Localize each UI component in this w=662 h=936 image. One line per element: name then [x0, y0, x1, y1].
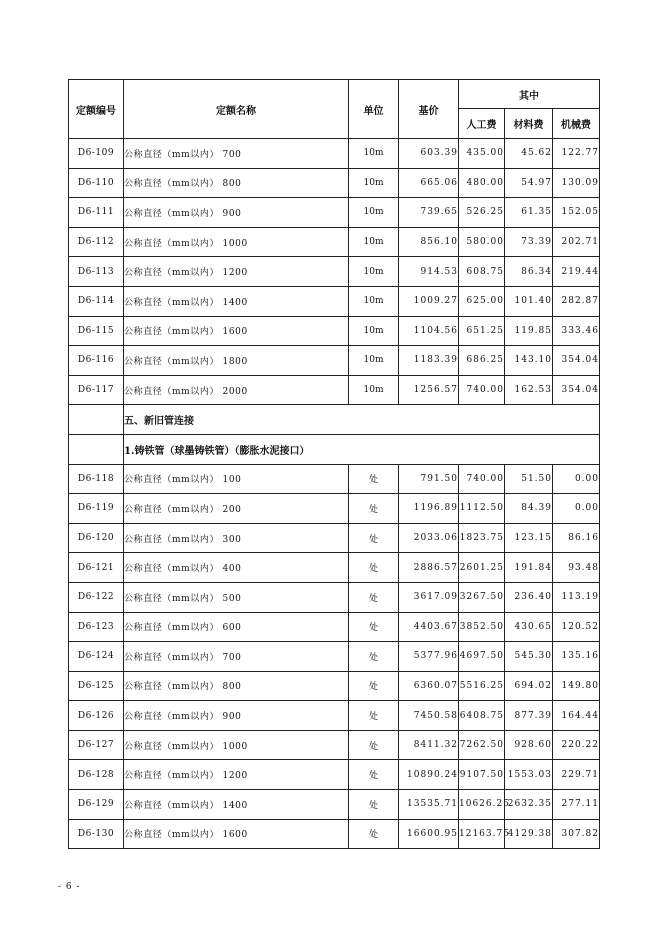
cell-unit: 10m [349, 286, 399, 316]
cell-name: 公称直径（mm以内） 1000 [124, 730, 349, 760]
cell-name: 公称直径（mm以内） 1200 [124, 760, 349, 790]
table-row [69, 671, 600, 701]
cell-labor: 580.00 [459, 227, 505, 257]
header-name: 定额名称 [124, 80, 349, 139]
cell-base: 8411.32 [399, 730, 459, 760]
section-empty-cell [69, 405, 124, 435]
cell-material: 162.53 [505, 375, 553, 405]
cell-unit: 10m [349, 139, 399, 169]
cell-name: 公称直径（mm以内） 1200 [124, 257, 349, 287]
cell-material: 84.39 [505, 494, 553, 524]
cell-labor: 1112.50 [459, 494, 505, 524]
cell-material: 61.35 [505, 198, 553, 228]
header-labor: 人工费 [459, 109, 505, 139]
cell-base: 791.50 [399, 464, 459, 494]
table-row [69, 790, 600, 820]
cell-name: 公称直径（mm以内） 2000 [124, 375, 349, 405]
table-row [69, 139, 600, 169]
cell-base: 13535.71 [399, 790, 459, 820]
cell-material: 430.65 [505, 612, 553, 642]
cell-name: 公称直径（mm以内） 900 [124, 701, 349, 731]
cell-name: 公称直径（mm以内） 800 [124, 168, 349, 198]
cell-unit: 处 [349, 494, 399, 524]
table-row [69, 730, 600, 760]
cell-labor: 651.25 [459, 316, 505, 346]
cell-machine: 135.16 [553, 642, 600, 672]
cell-unit: 处 [349, 582, 399, 612]
table-row [69, 819, 600, 849]
cell-machine: 220.22 [553, 730, 600, 760]
cell-code: D6-124 [69, 642, 124, 672]
header-unit: 单位 [349, 80, 399, 139]
table-row [69, 553, 600, 583]
cell-machine: 354.04 [553, 346, 600, 376]
cell-base: 5377.96 [399, 642, 459, 672]
cell-code: D6-122 [69, 582, 124, 612]
cell-machine: 93.48 [553, 553, 600, 583]
cell-labor: 3852.50 [459, 612, 505, 642]
cell-material: 119.85 [505, 316, 553, 346]
cell-base: 2886.57 [399, 553, 459, 583]
cell-labor: 608.75 [459, 257, 505, 287]
cell-material: 101.40 [505, 286, 553, 316]
cell-labor: 4697.50 [459, 642, 505, 672]
cell-name: 公称直径（mm以内） 100 [124, 464, 349, 494]
header-base-price: 基价 [399, 80, 459, 139]
cell-material: 123.15 [505, 523, 553, 553]
table-row [69, 198, 600, 228]
cell-unit: 处 [349, 671, 399, 701]
cell-unit: 处 [349, 523, 399, 553]
cell-name: 公称直径（mm以内） 900 [124, 198, 349, 228]
cell-base: 1196.89 [399, 494, 459, 524]
cell-labor: 6408.75 [459, 701, 505, 731]
cell-base: 914.53 [399, 257, 459, 287]
cell-unit: 10m [349, 198, 399, 228]
cell-labor: 1823.75 [459, 523, 505, 553]
cell-base: 603.39 [399, 139, 459, 169]
cell-name: 公称直径（mm以内） 1600 [124, 819, 349, 849]
cell-unit: 10m [349, 168, 399, 198]
cell-material: 143.10 [505, 346, 553, 376]
cell-unit: 处 [349, 612, 399, 642]
cell-base: 1256.57 [399, 375, 459, 405]
cell-base: 1009.27 [399, 286, 459, 316]
cell-name: 公称直径（mm以内） 500 [124, 582, 349, 612]
cell-material: 4129.38 [505, 819, 553, 849]
table-row [69, 316, 600, 346]
cell-machine: 0.00 [553, 494, 600, 524]
cell-unit: 处 [349, 819, 399, 849]
cell-unit: 处 [349, 642, 399, 672]
subsection-empty-cell [69, 434, 124, 464]
cell-labor: 435.00 [459, 139, 505, 169]
cell-material: 86.34 [505, 257, 553, 287]
cell-code: D6-111 [69, 198, 124, 228]
cell-base: 665.06 [399, 168, 459, 198]
cell-labor: 625.00 [459, 286, 505, 316]
section-row [69, 405, 600, 435]
cell-base: 1183.39 [399, 346, 459, 376]
section-title: 五、新旧管连接 [124, 405, 600, 435]
cell-code: D6-118 [69, 464, 124, 494]
cell-machine: 277.11 [553, 790, 600, 820]
table-row [69, 286, 600, 316]
cell-machine: 219.44 [553, 257, 600, 287]
cell-name: 公称直径（mm以内） 200 [124, 494, 349, 524]
cell-name: 公称直径（mm以内） 700 [124, 139, 349, 169]
cell-base: 856.10 [399, 227, 459, 257]
cell-base: 7450.58 [399, 701, 459, 731]
cell-unit: 10m [349, 316, 399, 346]
cell-name: 公称直径（mm以内） 400 [124, 553, 349, 583]
cell-material: 73.39 [505, 227, 553, 257]
cell-code: D6-110 [69, 168, 124, 198]
table-row [69, 642, 600, 672]
cell-code: D6-119 [69, 494, 124, 524]
cell-machine: 122.77 [553, 139, 600, 169]
cell-name: 公称直径（mm以内） 800 [124, 671, 349, 701]
table-body-b [69, 464, 600, 849]
cell-code: D6-126 [69, 701, 124, 731]
cell-machine: 354.04 [553, 375, 600, 405]
cell-machine: 120.52 [553, 612, 600, 642]
cell-base: 2033.06 [399, 523, 459, 553]
quota-table [68, 79, 600, 849]
cell-machine: 113.19 [553, 582, 600, 612]
cell-material: 877.39 [505, 701, 553, 731]
cell-labor: 526.25 [459, 198, 505, 228]
cell-machine: 202.71 [553, 227, 600, 257]
table-row [69, 257, 600, 287]
cell-code: D6-113 [69, 257, 124, 287]
table-row [69, 464, 600, 494]
cell-machine: 149.80 [553, 671, 600, 701]
cell-material: 54.97 [505, 168, 553, 198]
cell-name: 公称直径（mm以内） 300 [124, 523, 349, 553]
table-row [69, 523, 600, 553]
cell-code: D6-125 [69, 671, 124, 701]
subsection-title: 1.铸铁管（球墨铸铁管）（膨胀水泥接口） [124, 434, 600, 464]
cell-labor: 3267.50 [459, 582, 505, 612]
cell-machine: 307.82 [553, 819, 600, 849]
page-number: - 6 - [58, 882, 81, 892]
cell-unit: 处 [349, 790, 399, 820]
cell-unit: 10m [349, 346, 399, 376]
header-code: 定额编号 [69, 80, 124, 139]
cell-base: 739.65 [399, 198, 459, 228]
cell-base: 3617.09 [399, 582, 459, 612]
cell-material: 2632.35 [505, 790, 553, 820]
cell-machine: 86.16 [553, 523, 600, 553]
cell-unit: 处 [349, 760, 399, 790]
cell-labor: 10626.25 [459, 790, 505, 820]
cell-base: 1104.56 [399, 316, 459, 346]
cell-name: 公称直径（mm以内） 1600 [124, 316, 349, 346]
table-row [69, 582, 600, 612]
cell-unit: 处 [349, 464, 399, 494]
table-row [69, 168, 600, 198]
cell-machine: 164.44 [553, 701, 600, 731]
cell-code: D6-115 [69, 316, 124, 346]
cell-material: 694.02 [505, 671, 553, 701]
cell-unit: 10m [349, 227, 399, 257]
cell-labor: 740.00 [459, 375, 505, 405]
cell-machine: 229.71 [553, 760, 600, 790]
table-body-a [69, 139, 600, 465]
cell-code: D6-130 [69, 819, 124, 849]
cell-unit: 10m [349, 257, 399, 287]
cell-labor: 480.00 [459, 168, 505, 198]
cell-code: D6-114 [69, 286, 124, 316]
cell-name: 公称直径（mm以内） 1800 [124, 346, 349, 376]
cell-labor: 740.00 [459, 464, 505, 494]
cell-code: D6-121 [69, 553, 124, 583]
cell-labor: 7262.50 [459, 730, 505, 760]
cell-machine: 333.46 [553, 316, 600, 346]
cell-code: D6-112 [69, 227, 124, 257]
cell-material: 928.60 [505, 730, 553, 760]
cell-base: 16600.95 [399, 819, 459, 849]
table-row [69, 346, 600, 376]
cell-machine: 0.00 [553, 464, 600, 494]
table-row [69, 494, 600, 524]
cell-base: 10890.24 [399, 760, 459, 790]
cell-code: D6-109 [69, 139, 124, 169]
cell-name: 公称直径（mm以内） 600 [124, 612, 349, 642]
cell-labor: 9107.50 [459, 760, 505, 790]
table-row [69, 701, 600, 731]
cell-name: 公称直径（mm以内） 1400 [124, 790, 349, 820]
cell-unit: 10m [349, 375, 399, 405]
cell-code: D6-129 [69, 790, 124, 820]
cell-base: 4403.67 [399, 612, 459, 642]
header-of-which: 其中 [459, 80, 600, 109]
cell-code: D6-116 [69, 346, 124, 376]
cell-unit: 处 [349, 553, 399, 583]
cell-code: D6-117 [69, 375, 124, 405]
cell-machine: 130.09 [553, 168, 600, 198]
cell-machine: 152.05 [553, 198, 600, 228]
cell-material: 51.50 [505, 464, 553, 494]
cell-name: 公称直径（mm以内） 1400 [124, 286, 349, 316]
cell-material: 1553.03 [505, 760, 553, 790]
header-machine: 机械费 [553, 109, 600, 139]
cell-unit: 处 [349, 701, 399, 731]
cell-material: 191.84 [505, 553, 553, 583]
table-row [69, 612, 600, 642]
cell-code: D6-120 [69, 523, 124, 553]
table-header [69, 80, 600, 139]
cell-name: 公称直径（mm以内） 700 [124, 642, 349, 672]
cell-machine: 282.87 [553, 286, 600, 316]
cell-unit: 处 [349, 730, 399, 760]
cell-labor: 5516.25 [459, 671, 505, 701]
cell-material: 45.62 [505, 139, 553, 169]
cell-code: D6-123 [69, 612, 124, 642]
cell-name: 公称直径（mm以内） 1000 [124, 227, 349, 257]
cell-material: 236.40 [505, 582, 553, 612]
cell-labor: 12163.75 [459, 819, 505, 849]
cell-code: D6-128 [69, 760, 124, 790]
cell-code: D6-127 [69, 730, 124, 760]
table-row [69, 760, 600, 790]
cell-labor: 686.25 [459, 346, 505, 376]
subsection-row [69, 434, 600, 464]
header-material: 材料费 [505, 109, 553, 139]
table-row [69, 227, 600, 257]
cell-base: 6360.07 [399, 671, 459, 701]
cell-labor: 2601.25 [459, 553, 505, 583]
table-row [69, 375, 600, 405]
cell-material: 545.30 [505, 642, 553, 672]
